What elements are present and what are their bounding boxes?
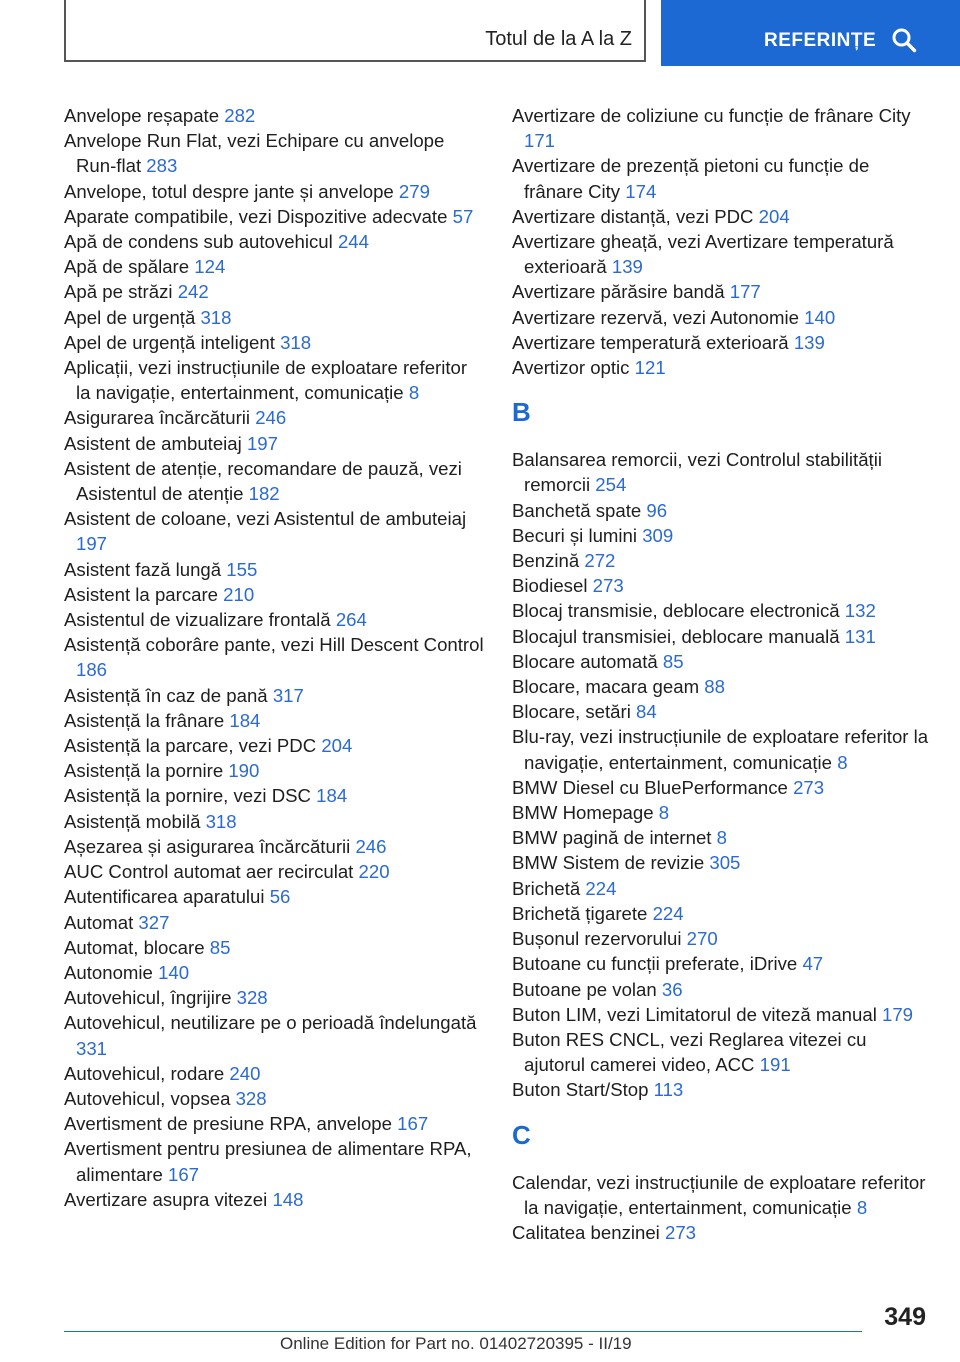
page-link[interactable]: 96	[646, 499, 668, 521]
index-entry	[512, 204, 932, 229]
page-link[interactable]: 179	[882, 1003, 914, 1025]
search-icon[interactable]	[891, 27, 917, 53]
index-entry	[512, 724, 932, 774]
index-entry-text: Autovehicul, neutilizare pe o perioadă îndelungată	[64, 1012, 477, 1034]
index-entry-text: Banchetă spate	[512, 499, 642, 521]
index-entry-text: AUC Control automat aer recirculat	[64, 861, 354, 883]
page-link[interactable]: 186	[76, 659, 108, 681]
page-link[interactable]: 84	[636, 701, 657, 723]
page-link[interactable]: 88	[704, 676, 725, 698]
index-entry-text: Butoane cu funcții preferate, iDrive	[512, 953, 798, 975]
page-link[interactable]: 318	[200, 306, 232, 328]
index-entry	[64, 179, 484, 204]
index-entry-text: Buton LIM, vezi Limitatorul de viteză manual	[512, 1003, 877, 1025]
index-entry-text: Bușonul rezervorului	[512, 928, 682, 950]
index-entry	[512, 951, 932, 976]
index-entry-text: Autonomie	[64, 961, 153, 983]
index-entry	[512, 1077, 932, 1102]
index-group-c	[512, 1170, 932, 1246]
page-link[interactable]: 210	[223, 583, 255, 605]
index-entry	[64, 708, 484, 733]
index-entry-text: Autentificarea aparatului	[64, 886, 265, 908]
index-entry-text: Asistentul de vizualizare frontală	[64, 609, 331, 631]
page-link[interactable]: 240	[229, 1062, 261, 1084]
index-entry-text: Avertisment pentru presiunea de alimentare RPA, alimentare	[64, 1138, 472, 1185]
page-link[interactable]: 182	[248, 483, 280, 505]
index-entry	[64, 229, 484, 254]
reference-tab[interactable]	[661, 0, 960, 66]
index-entry-text: Asistent de ambuteiaj	[64, 432, 242, 454]
page-link[interactable]: 204	[321, 735, 353, 757]
index-entry-text: Blocajul transmisiei, deblocare manuală	[512, 625, 840, 647]
index-entry-text: Brichetă	[512, 877, 581, 899]
index-entry	[64, 834, 484, 859]
page-link[interactable]: 148	[272, 1188, 304, 1210]
page-link[interactable]: 273	[592, 575, 624, 597]
index-entry	[512, 649, 932, 674]
page-link[interactable]: 327	[138, 911, 170, 933]
index-entry-text: Automat, blocare	[64, 936, 205, 958]
page-link[interactable]: 8	[408, 382, 420, 404]
index-entry	[512, 305, 932, 330]
index-entry	[512, 573, 932, 598]
page-link[interactable]: 85	[662, 650, 684, 672]
page-link[interactable]: 197	[246, 432, 278, 454]
section-title: Totul de la A la Z	[485, 28, 632, 50]
index-entry	[512, 548, 932, 573]
index-entry	[64, 632, 484, 682]
index-entry-text: Avertizare rezervă, vezi Autonomie	[512, 306, 799, 328]
index-entry-text: Becuri și lumini	[512, 524, 638, 546]
index-entry-text: Avertizare asupra vitezei	[64, 1188, 268, 1210]
index-entry-text: Buton RES CNCL, vezi Reglarea vitezei cu ajutorul camerei video, ACC	[512, 1028, 867, 1076]
index-entry	[64, 935, 484, 960]
page-link[interactable]: 317	[272, 684, 304, 706]
page-number: 349	[884, 1303, 926, 1331]
page-link[interactable]: 204	[758, 205, 790, 227]
index-entry-text: Asigurarea încărcăturii	[64, 407, 251, 429]
page-link[interactable]: 220	[358, 861, 390, 883]
index-entry-text: Anvelope reșapate	[64, 105, 220, 126]
page-link[interactable]: 177	[729, 281, 761, 303]
page-link[interactable]: 8	[837, 751, 848, 773]
index-entry-text: Calitatea benzinei	[512, 1221, 660, 1243]
page-link[interactable]: 8	[716, 827, 727, 849]
index-entry	[64, 683, 484, 708]
page-link[interactable]: 282	[224, 105, 256, 126]
index-entry-text: BMW Diesel cu BluePerformance	[512, 776, 788, 798]
index-entry	[512, 674, 932, 699]
index-entry-text: Brichetă țigarete	[512, 902, 648, 924]
index-entry	[512, 598, 932, 623]
index-entry-text: Avertizare temperatură exterioară	[512, 331, 789, 353]
index-entry	[64, 204, 484, 229]
page-link[interactable]: 273	[793, 776, 825, 798]
index-group-a	[512, 103, 932, 380]
index-entry-text: Asistență la pornire, vezi DSC	[64, 785, 311, 807]
page-link[interactable]: 224	[652, 902, 684, 924]
index-entry-text: Autovehicul, rodare	[64, 1062, 225, 1084]
page-link[interactable]: 191	[759, 1054, 791, 1076]
index-entry	[512, 825, 932, 850]
index-entry	[64, 910, 484, 935]
index-entry	[512, 153, 932, 203]
index-entry	[64, 859, 484, 884]
index-entry-text: Avertizare de coliziune cu funcție de frânare City	[512, 105, 911, 126]
page-link[interactable]: 184	[316, 785, 348, 807]
page-link[interactable]: 113	[653, 1079, 684, 1101]
index-entry	[64, 1061, 484, 1086]
index-entry	[512, 1220, 932, 1245]
index-entry-text: Asistență la frânare	[64, 709, 225, 731]
page-link[interactable]: 131	[844, 625, 876, 647]
page-link[interactable]: 244	[337, 231, 369, 253]
page-link[interactable]: 318	[280, 331, 312, 353]
page-link[interactable]: 197	[76, 533, 108, 555]
index-entry-text: Asistență la parcare, vezi PDC	[64, 735, 317, 757]
index-entry-text: Apel de urgență	[64, 306, 196, 328]
index-entry-text: Blocare automată	[512, 650, 658, 672]
index-entry-text: Asistență în caz de pană	[64, 684, 268, 706]
index-entry-text: Apă de spălare	[64, 256, 190, 278]
index-entry-text: Asistent de atenție, recomandare de pauză, vezi Asistentul de atenție	[64, 457, 462, 505]
footer-divider	[64, 1331, 862, 1332]
index-entry	[512, 1002, 932, 1027]
page-link[interactable]: 242	[177, 281, 209, 303]
page-link[interactable]: 283	[146, 155, 178, 177]
index-entry-text: Avertizare distanță, vezi PDC	[512, 205, 754, 227]
index-entry	[64, 1111, 484, 1136]
index-entry	[512, 775, 932, 800]
index-entry-text: Balansarea remorcii, vezi Controlul stabilității remorcii	[512, 449, 882, 496]
index-entry	[64, 128, 484, 178]
index-entry	[64, 733, 484, 758]
page-link[interactable]: 140	[158, 961, 190, 983]
index-letter-c: C	[512, 1119, 531, 1150]
index-entry-text: Avertisment de presiune RPA, anvelope	[64, 1113, 392, 1135]
index-entry-text: Avertizare gheață, vezi Avertizare temperatură exterioară	[512, 231, 894, 278]
index-entry-text: Apel de urgență inteligent	[64, 331, 275, 353]
index-entry-text: Blocare, setări	[512, 701, 631, 723]
index-entry	[64, 1136, 484, 1186]
index-entry-text: Blocaj transmisie, deblocare electronică	[512, 600, 840, 622]
page-link[interactable]: 56	[269, 886, 291, 908]
index-entry-text: Aplicații, vezi instrucțiunile de exploatare referitor la navigație, entertainment, comunicație	[64, 357, 468, 404]
index-entry	[512, 699, 932, 724]
index-entry-text: Apă de condens sub autovehicul	[64, 231, 333, 253]
index-entry	[64, 330, 484, 355]
index-entry	[64, 582, 484, 607]
index-entry	[64, 809, 484, 834]
page-link[interactable]: 8	[856, 1196, 868, 1218]
index-entry	[64, 884, 484, 909]
index-entry	[512, 624, 932, 649]
index-entry-text: BMW Sistem de revizie	[512, 852, 705, 874]
index-entry-text: Anvelope Run Flat, vezi Echipare cu anvelope Run-flat	[64, 130, 445, 177]
page-link[interactable]: 279	[398, 180, 430, 202]
index-entry-text: Buton Start/Stop	[512, 1079, 649, 1101]
index-entry	[512, 447, 932, 497]
page-link[interactable]: 254	[595, 474, 627, 496]
page-link[interactable]: 167	[168, 1163, 200, 1185]
page-link[interactable]: 305	[709, 852, 741, 874]
index-entry-text: Avertizor optic	[512, 357, 630, 379]
index-entry	[512, 1170, 932, 1220]
index-entry	[512, 850, 932, 875]
index-entry	[64, 279, 484, 304]
index-column-right	[512, 103, 932, 1245]
page-link[interactable]: 224	[585, 877, 617, 899]
index-entry-text: Asistență la pornire	[64, 760, 224, 782]
page-link[interactable]: 190	[228, 760, 260, 782]
index-entry-text: Automat	[64, 911, 134, 933]
page-link[interactable]: 272	[584, 550, 616, 572]
index-entry	[64, 1010, 484, 1060]
index-entry-text: Calendar, vezi instrucțiunile de exploatare referitor la navigație, entertainment, comunicație	[512, 1171, 926, 1218]
page-link[interactable]: 174	[625, 180, 657, 202]
index-entry	[64, 431, 484, 456]
index-entry	[512, 977, 932, 1002]
index-entry	[64, 506, 484, 556]
index-entry-text: Butoane pe volan	[512, 978, 657, 1000]
page-link[interactable]: 155	[226, 558, 258, 580]
page-link[interactable]: 36	[661, 978, 683, 1000]
page-link[interactable]: 47	[802, 953, 824, 975]
footer-edition: Online Edition for Part no. 01402720395 - II/19	[280, 1334, 632, 1353]
index-entry-text: Benzină	[512, 550, 580, 572]
index-entry	[512, 330, 932, 355]
index-entry	[64, 985, 484, 1010]
page-link[interactable]: 167	[397, 1113, 429, 1135]
page-link[interactable]: 8	[658, 802, 670, 824]
index-entry-text: Blu-ray, vezi instrucțiunile de exploatare referitor la navigație, entertainment, comunicație	[512, 726, 929, 773]
page-link[interactable]: 139	[611, 256, 643, 278]
page-link[interactable]: 184	[229, 709, 261, 731]
index-entry	[512, 103, 932, 153]
page-link[interactable]: 171	[524, 130, 556, 152]
index-column-left	[64, 103, 484, 1212]
page-link[interactable]: 246	[355, 835, 387, 857]
section-header	[64, 0, 646, 62]
index-entry-text: Așezarea și asigurarea încărcăturii	[64, 835, 351, 857]
index-entry	[64, 758, 484, 783]
page-link[interactable]: 124	[194, 256, 226, 278]
page-link[interactable]: 132	[844, 600, 876, 622]
page-link[interactable]: 246	[255, 407, 287, 429]
index-entry-text: Asistent de coloane, vezi Asistentul de ambuteiaj	[64, 508, 467, 530]
index-entry-text: BMW Homepage	[512, 802, 654, 824]
index-letter-b: B	[512, 397, 531, 428]
index-entry-text: Asistent la parcare	[64, 583, 218, 605]
page-link[interactable]: 309	[642, 524, 674, 546]
index-entry-text: Aparate compatibile, vezi Dispozitive adecvate	[64, 205, 448, 227]
page-link[interactable]: 121	[634, 357, 666, 379]
index-entry-text: BMW pagină de internet	[512, 827, 712, 849]
index-entry	[64, 405, 484, 430]
index-entry-text: Biodiesel	[512, 575, 588, 597]
index-entry	[512, 876, 932, 901]
index-entry-text: Asistență mobilă	[64, 810, 201, 832]
index-entry	[64, 783, 484, 808]
index-entry	[64, 355, 484, 405]
index-entry-text: Asistență coborâre pante, vezi Hill Descent Control	[64, 634, 484, 656]
index-group-b	[512, 447, 932, 1102]
index-entry-text: Autovehicul, vopsea	[64, 1087, 231, 1109]
index-entry	[512, 926, 932, 951]
index-entry	[64, 305, 484, 330]
index-entry-text: Blocare, macara geam	[512, 676, 700, 698]
page-link[interactable]: 57	[452, 205, 474, 227]
index-entry-text: Anvelope, totul despre jante și anvelope	[64, 180, 394, 202]
index-entry	[512, 279, 932, 304]
index-entry	[64, 960, 484, 985]
index-entry-text: Apă pe străzi	[64, 281, 173, 303]
page-link[interactable]: 328	[236, 987, 268, 1009]
index-entry-text: Autovehicul, îngrijire	[64, 987, 232, 1009]
index-entry	[64, 1086, 484, 1111]
index-entry	[64, 103, 484, 128]
index-entry-text: Avertizare de prezență pietoni cu funcție de frânare City	[512, 155, 870, 202]
index-entry	[512, 901, 932, 926]
page-header	[64, 0, 960, 66]
index-entry	[64, 557, 484, 582]
page-link[interactable]: 139	[793, 331, 825, 353]
page-link[interactable]: 328	[235, 1087, 267, 1109]
page-link[interactable]: 270	[686, 928, 718, 950]
index-entry	[64, 456, 484, 506]
page-link[interactable]: 85	[209, 936, 231, 958]
page-link[interactable]: 273	[665, 1221, 697, 1243]
index-entry	[512, 800, 932, 825]
index-entry	[512, 1027, 932, 1077]
index-entry	[512, 229, 932, 279]
index-entry	[512, 498, 932, 523]
index-entry-text: Avertizare părăsire bandă	[512, 281, 725, 303]
page-link[interactable]: 318	[205, 810, 237, 832]
page-link[interactable]: 140	[804, 306, 836, 328]
page-link[interactable]: 264	[335, 609, 367, 631]
index-entry-text: Asistent fază lungă	[64, 558, 222, 580]
reference-tab-label: REFERINȚE	[764, 30, 877, 51]
index-entry	[512, 523, 932, 548]
index-entry	[64, 1187, 484, 1212]
page-link[interactable]: 331	[76, 1037, 108, 1059]
index-entry	[64, 254, 484, 279]
index-entry	[512, 355, 932, 380]
index-entry	[64, 607, 484, 632]
